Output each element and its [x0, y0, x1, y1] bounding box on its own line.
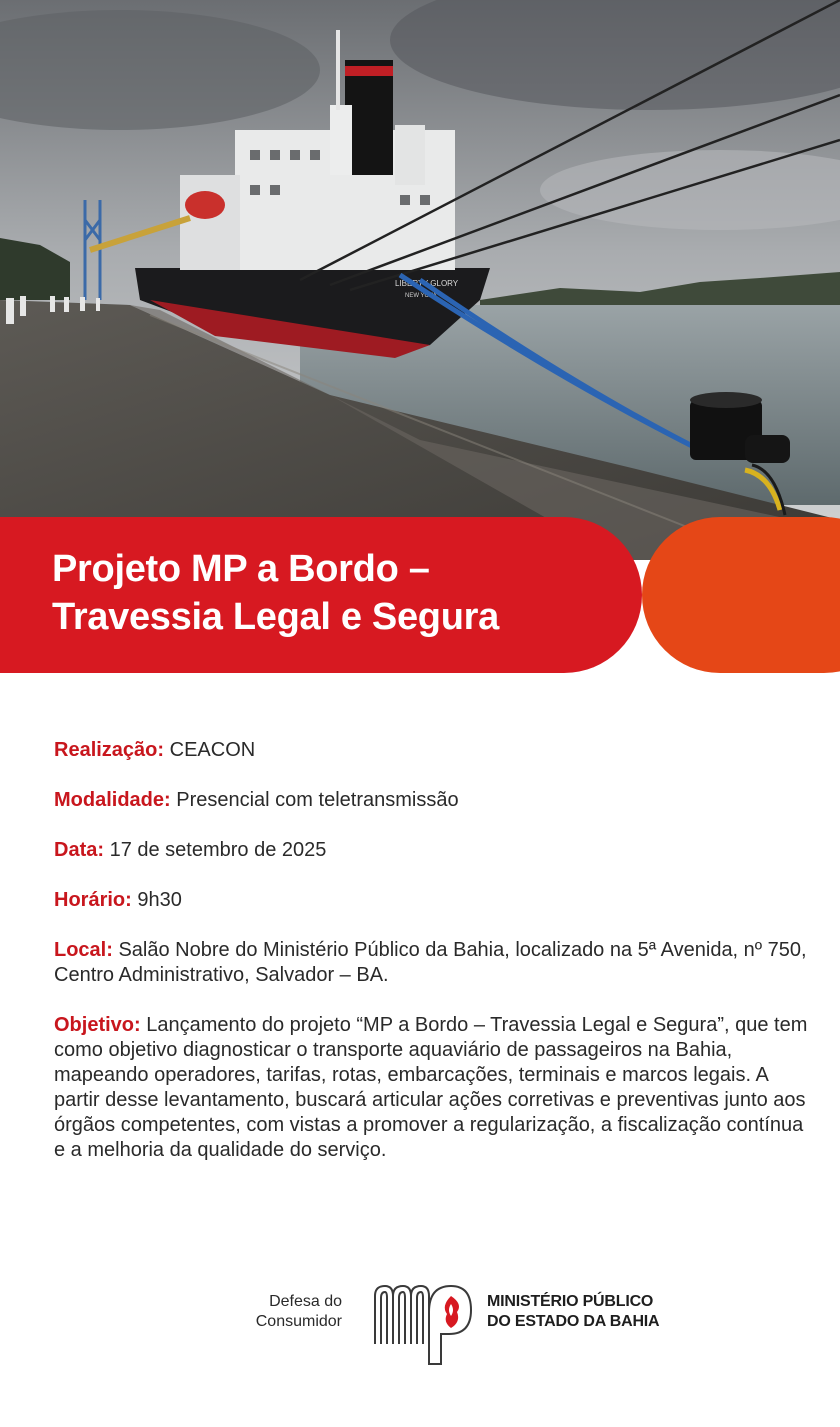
ship-port-text: NEW YORK	[405, 293, 438, 299]
detail-horario	[54, 888, 814, 913]
detail-value: CEACON	[169, 739, 256, 761]
port-ship-illustration	[0, 0, 840, 560]
defesa-consumidor-text	[256, 1292, 342, 1332]
defesa-line-1: Defesa do	[269, 1293, 342, 1310]
org-name	[487, 1292, 659, 1332]
detail-value: 17 de setembro de 2025	[109, 839, 327, 861]
detail-realizacao	[54, 738, 814, 763]
title-line-2: Travessia Legal e Segura	[52, 596, 499, 638]
detail-label: Horário:	[54, 889, 132, 911]
ship-name-text: LIBERTY GLORY	[395, 279, 459, 288]
detail-label: Objetivo:	[54, 1014, 141, 1036]
title-line-1: Projeto MP a Bordo –	[52, 548, 430, 590]
org-line-1: MINISTÉRIO PÚBLICO	[487, 1293, 654, 1310]
event-details	[54, 738, 814, 1188]
ship-funnel	[345, 60, 393, 175]
detail-value: Salão Nobre do Ministério Público da Bahia, localizado na 5ª Avenida, nº 750, Centro Administrativo, Salvador – BA.	[54, 939, 807, 986]
lifeboat	[185, 191, 225, 219]
mp-logo-icon	[371, 1282, 475, 1366]
footer	[0, 1280, 840, 1370]
detail-value: 9h30	[137, 889, 182, 911]
detail-label: Local:	[54, 939, 113, 961]
detail-label: Realização:	[54, 739, 165, 761]
hero-photo	[0, 0, 840, 560]
detail-label: Modalidade:	[54, 789, 171, 811]
detail-value: Presencial com teletransmissão	[176, 789, 459, 811]
title-banner	[0, 517, 642, 673]
page-title	[52, 545, 622, 641]
detail-objetivo	[54, 1013, 814, 1163]
detail-data	[54, 838, 814, 863]
detail-modalidade	[54, 788, 814, 813]
detail-local	[54, 938, 814, 988]
defesa-line-2: Consumidor	[255, 1313, 342, 1330]
detail-label: Data:	[54, 839, 105, 861]
org-line-2: DO ESTADO DA BAHIA	[487, 1313, 660, 1330]
orange-accent-pill	[642, 517, 840, 673]
detail-value: Lançamento do projeto “MP a Bordo – Travessia Legal e Segura”, que tem como objetivo diagnosticar o transporte aquaviário de passageiros na Bahia, mapeando operadores, tarifas, rotas, embarcações, terminais e marcos legais. A partir desse levantamento, buscará articular ações corretivas e preventivas junto aos órgãos competentes, com vistas a promover a regularização, a fiscalização contínua e a melhoria da qualidade do serviço.	[54, 1014, 808, 1161]
